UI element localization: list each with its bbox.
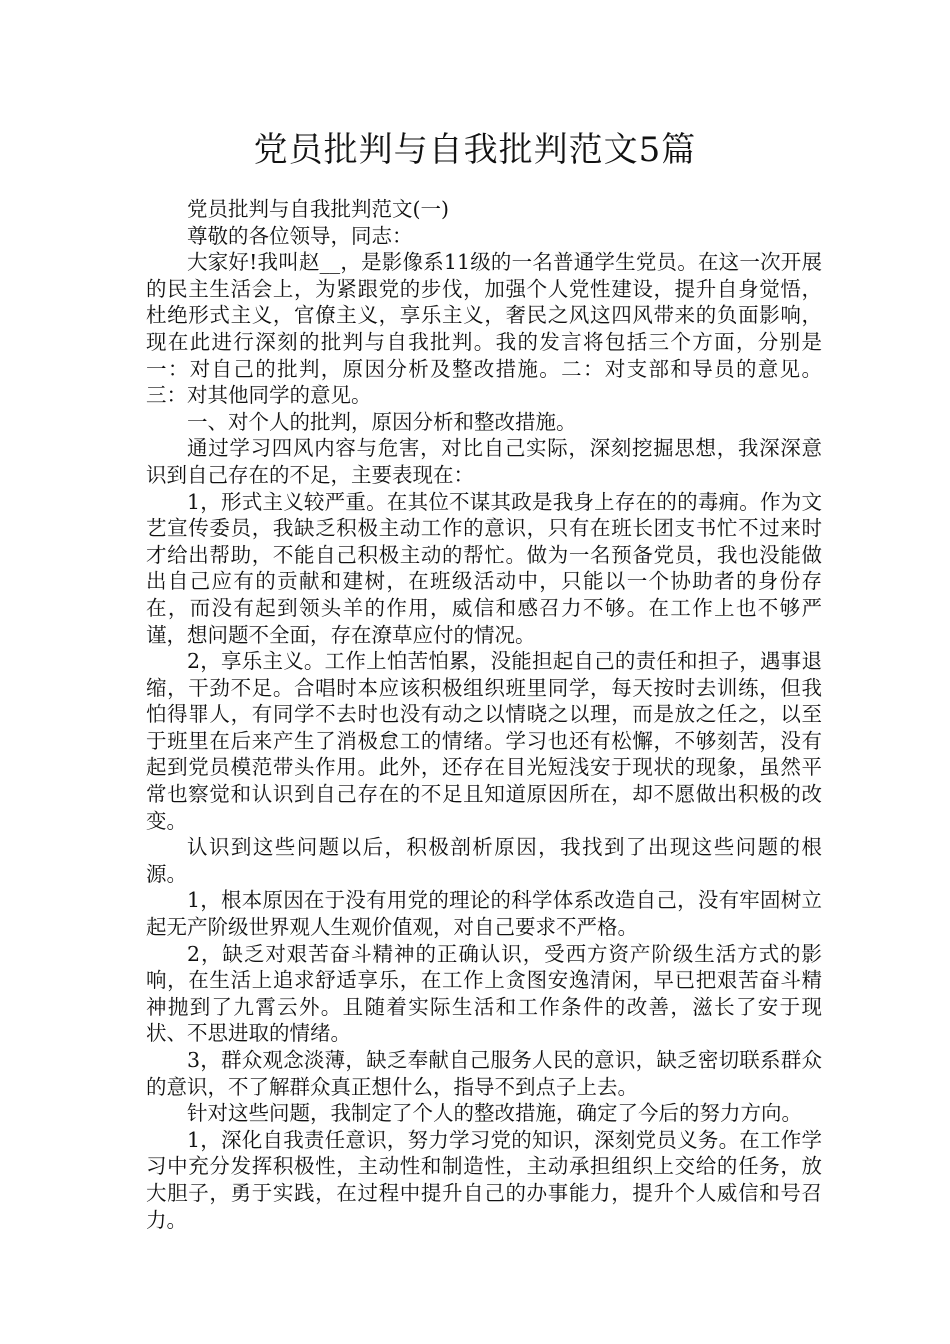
paragraph: 2，缺乏对艰苦奋斗精神的正确认识，受西方资产阶级生活方式的影响，在生活上追求舒适享乐，在工作上贪图安逸清闲，早已把艰苦奋斗精神抛到了九霄云外。且随着实际生活和工作条件的改善，滋长了安于现状、不思进取的情绪。 (146, 941, 822, 1046)
document-body (146, 196, 822, 1233)
document-title: 党员批判与自我批判范文5篇 (253, 130, 697, 170)
paragraph: 1，根本原因在于没有用党的理论的科学体系改造自己，没有牢固树立起无产阶级世界观人生观价值观，对自己要求不严格。 (146, 888, 822, 940)
paragraph: 大家好!我叫赵__，是影像系11级的一名普通学生党员。在这一次开展的民主生活会上，为紧跟党的步伐，加强个人党性建设，提升自身觉悟，杜绝形式主义，官僚主义，享乐主义，奢民之风这四风带来的负面影响，现在此进行深刻的批判与自我批判。我的发言将包括三个方面，分别是一：对自己的批判，原因分析及整改措施。二：对支部和导员的意见。三：对其他同学的意见。 (146, 250, 822, 408)
paragraph: 1，形式主义较严重。在其位不谋其政是我身上存在的的毒痈。作为文艺宣传委员，我缺乏积极主动工作的意识，只有在班长团支书忙不过来时才给出帮助，不能自己积极主动的帮忙。做为一名预备党员，我也没能做出自己应有的贡献和建树，在班级活动中，只能以一个协助者的身份存在，而没有起到领头羊的作用，威信和感召力不够。在工作上也不够严谨，想问题不全面，存在潦草应付的情况。 (146, 489, 822, 647)
paragraph: 1，深化自我责任意识，努力学习党的知识，深刻党员义务。在工作学习中充分发挥积极性，主动性和制造性，主动承担组织上交给的任务，放大胆子，勇于实践，在过程中提升自己的办事能力，提升个人威信和号召力。 (146, 1127, 822, 1232)
paragraph: 一、对个人的批判，原因分析和整改措施。 (187, 409, 577, 434)
paragraph: 针对这些问题，我制定了个人的整改措施，确定了今后的努力方向。 (187, 1101, 802, 1126)
paragraph: 尊敬的各位领导，同志： (187, 223, 413, 248)
paragraph: 党员批判与自我批判范文(一) (187, 197, 449, 221)
paragraph: 3，群众观念淡薄，缺乏奉献自己服务人民的意识，缺乏密切联系群众的意识，不了解群众真正想什么，指导不到点子上去。 (146, 1048, 822, 1099)
paragraph: 通过学习四风内容与危害，对比自己实际，深刻挖掘思想，我深深意识到自己存在的不足，主要表现在： (146, 436, 822, 487)
paragraph: 2，享乐主义。工作上怕苦怕累，没能担起自己的责任和担子，遇事退缩，干劲不足。合唱时本应该积极组织班里同学，每天按时去训练，但我怕得罪人，有同学不去时也没有动之以情晓之以理，而是放之任之，以至于班里在后来产生了消极怠工的情绪。学习也还有松懈，不够刻苦，没有起到党员模范带头作用。此外，还存在目光短浅安于现状的现象，虽然平常也察觉和认识到自己存在的不足且知道原因所在，却不愿做出积极的改变。 (146, 649, 822, 833)
paragraph: 认识到这些问题以后，积极剖析原因，我找到了出现这些问题的根源。 (146, 835, 822, 886)
